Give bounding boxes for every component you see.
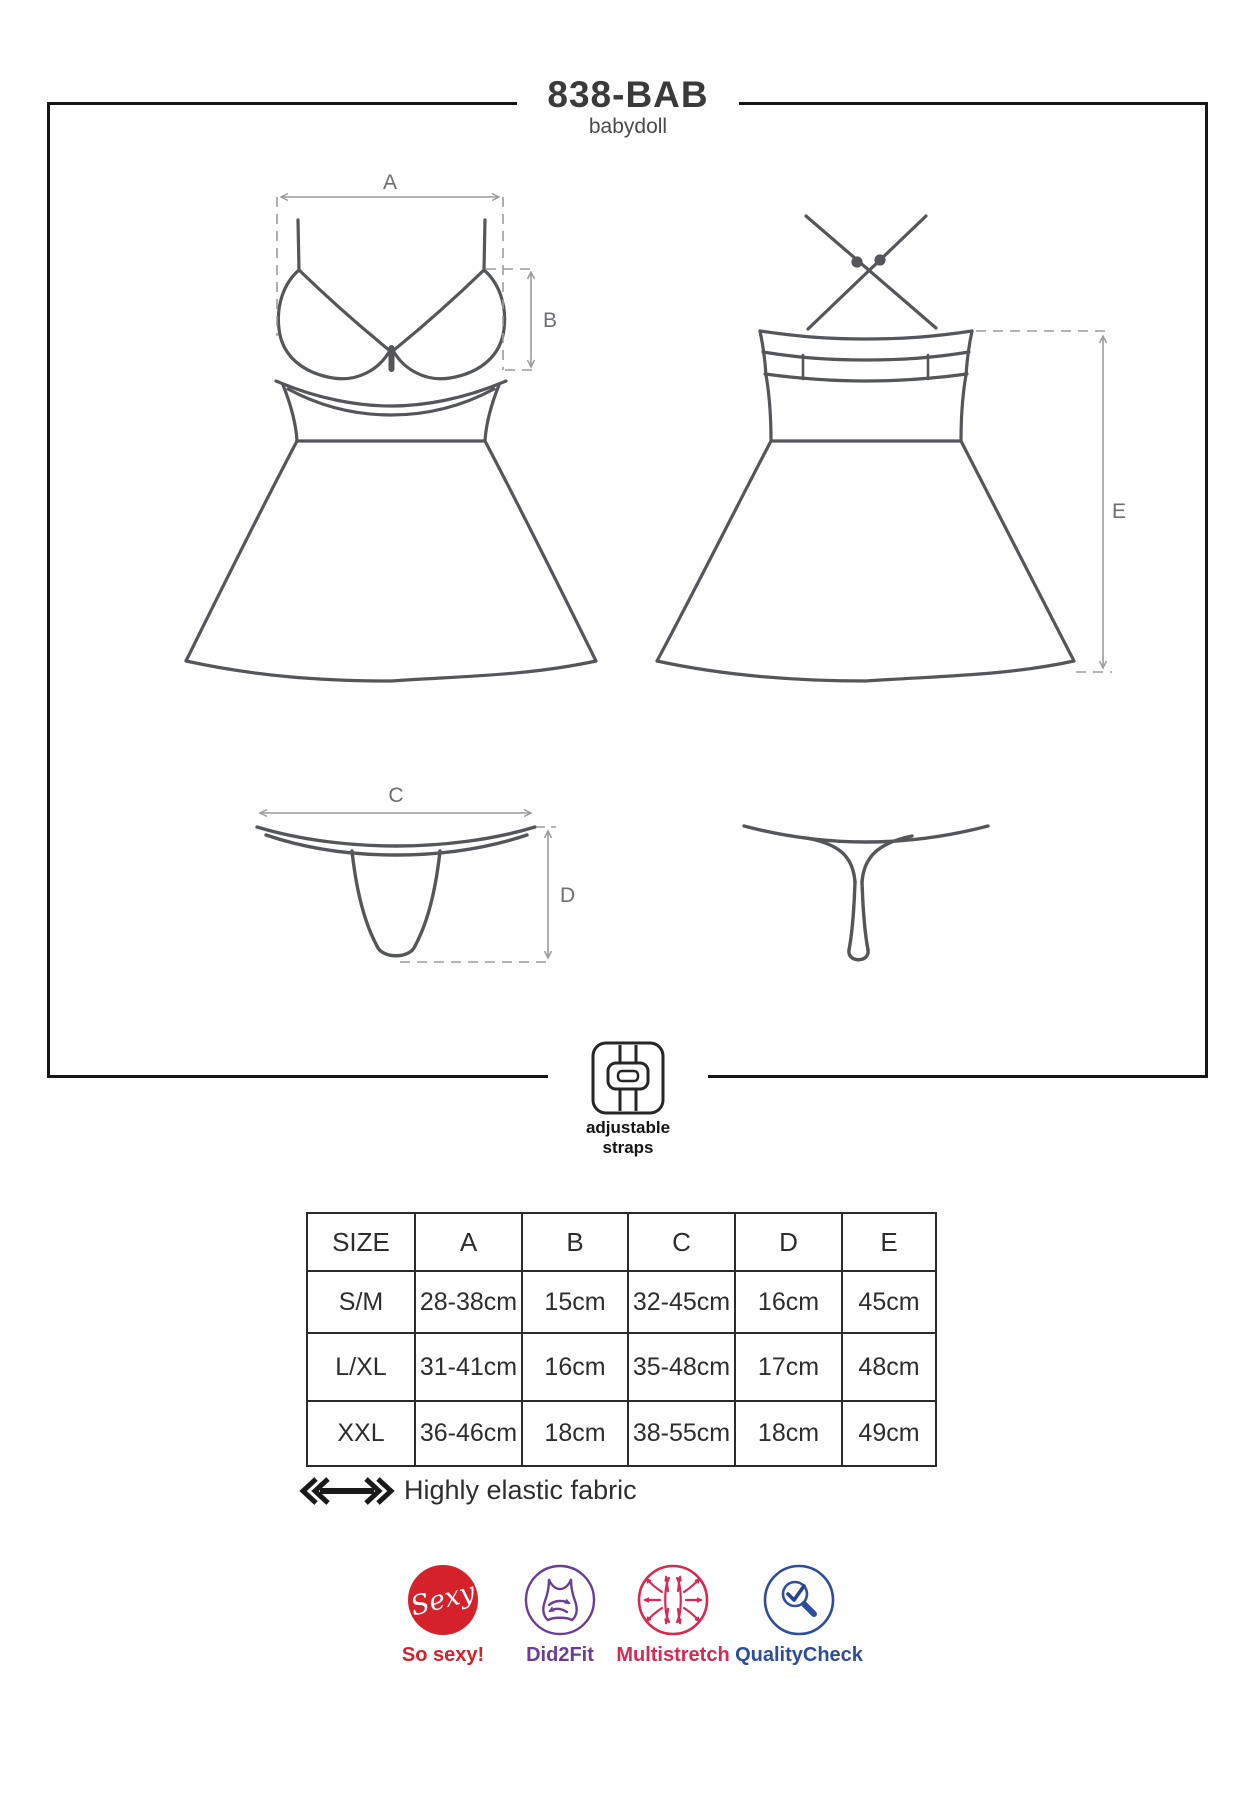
col-header-a: A xyxy=(415,1213,522,1271)
magnifier-handle xyxy=(804,1604,814,1614)
cell-value: 32-45cm xyxy=(628,1271,735,1333)
thong-front-drawing xyxy=(257,827,535,956)
back-waist-left xyxy=(766,375,771,441)
col-header-e: E xyxy=(842,1213,936,1271)
back-band-seam-1 xyxy=(763,352,969,360)
back-band-top xyxy=(760,331,972,339)
thong-back-strap-left xyxy=(849,882,855,950)
cell-value: 16cm xyxy=(735,1271,842,1333)
magnifier-check-icon xyxy=(765,1566,833,1634)
cell-value: 18cm xyxy=(735,1401,842,1466)
col-header-size: SIZE xyxy=(307,1213,415,1271)
title-block xyxy=(517,76,738,139)
front-left-strap xyxy=(298,220,299,270)
page-title: 838-BAB xyxy=(547,74,709,115)
did2fit-dress-left xyxy=(543,1580,549,1620)
thong-back-strap-right xyxy=(862,882,868,950)
badge-label-so-sexy: So sexy! xyxy=(401,1644,485,1666)
did2fit-dress-hem xyxy=(548,1618,572,1620)
did2fit-dress-right xyxy=(571,1580,577,1620)
back-strap-adjuster-left xyxy=(853,258,861,266)
adjustable-straps-label-line2: straps xyxy=(602,1138,654,1158)
front-skirt-right xyxy=(485,441,596,661)
row-size-label: S/M xyxy=(307,1271,415,1333)
dim-label-a: A xyxy=(382,171,398,194)
back-waist-right xyxy=(961,375,966,441)
front-left-cup-strap xyxy=(299,270,389,350)
adjustable-straps-icon xyxy=(548,1043,708,1113)
cell-value: 36-46cm xyxy=(415,1401,522,1466)
thong-front-pouch-bottom xyxy=(377,946,415,956)
ms-arrow-right-down xyxy=(684,1608,699,1621)
row-size-label: L/XL xyxy=(307,1333,415,1401)
badge-label-qualitycheck: QualityCheck xyxy=(735,1644,863,1666)
babydoll-back-drawing xyxy=(657,216,1074,681)
dim-label-c: C xyxy=(388,784,404,807)
badge-label-did2fit: Did2Fit xyxy=(526,1644,594,1666)
front-underband-upper xyxy=(276,381,506,406)
cell-value: 17cm xyxy=(735,1333,842,1401)
did2fit-arrow-1 xyxy=(549,1601,569,1605)
front-left-cup xyxy=(278,270,389,379)
babydoll-front-drawing xyxy=(186,220,596,681)
ms-arrow-left-down xyxy=(647,1608,662,1621)
check-mark xyxy=(788,1586,804,1600)
ms-arrow-right-up xyxy=(684,1579,699,1592)
ms-arrow-left-up xyxy=(647,1579,662,1592)
multistretch-arrows-icon xyxy=(639,1566,707,1634)
front-right-cup xyxy=(394,270,505,379)
cell-value: 18cm xyxy=(522,1401,628,1466)
row-size-label: XXL xyxy=(307,1401,415,1466)
back-strap-adjuster-right xyxy=(876,256,884,264)
dress-fit-icon xyxy=(526,1566,594,1634)
cell-value: 15cm xyxy=(522,1271,628,1333)
thong-back-waistband xyxy=(744,826,988,842)
cell-value: 48cm xyxy=(842,1333,936,1401)
thong-back-funnel-left xyxy=(806,838,855,882)
col-header-c: C xyxy=(628,1213,735,1271)
front-skirt-left xyxy=(186,441,297,661)
sexy-script-text: Sexy xyxy=(407,1576,479,1623)
cell-value: 45cm xyxy=(842,1271,936,1333)
front-right-strap xyxy=(484,220,485,270)
cell-value: 16cm xyxy=(522,1333,628,1401)
page-subtitle: babydoll xyxy=(588,114,668,138)
cell-value: 35-48cm xyxy=(628,1333,735,1401)
adjustable-straps-label xyxy=(586,1118,670,1158)
back-hem xyxy=(657,661,1074,681)
front-right-cup-strap xyxy=(394,270,484,350)
dim-label-d: D xyxy=(560,884,576,907)
back-skirt-left xyxy=(657,441,771,661)
col-header-b: B xyxy=(522,1213,628,1271)
cell-value: 38-55cm xyxy=(628,1401,735,1466)
straps-icon-slider-slot xyxy=(618,1071,638,1081)
thong-back-drawing xyxy=(744,826,988,960)
thong-front-pouch-right xyxy=(415,851,440,946)
thong-front-pouch-left xyxy=(352,851,377,946)
did2fit-arrow-2 xyxy=(550,1609,567,1612)
dim-label-e: E xyxy=(1112,500,1127,523)
back-band-seam-2 xyxy=(765,374,967,381)
cell-value: 28-38cm xyxy=(415,1271,522,1333)
badge-label-multistretch: Multistretch xyxy=(616,1644,730,1666)
did2fit-dress-neck xyxy=(549,1580,571,1589)
cell-value: 31-41cm xyxy=(415,1333,522,1401)
dim-label-b: B xyxy=(543,309,558,332)
fabric-note-text: Highly elastic fabric xyxy=(404,1475,637,1505)
back-skirt-right xyxy=(961,441,1074,661)
elastic-arrows-icon xyxy=(303,1479,391,1503)
front-underband-lower xyxy=(288,389,494,415)
front-hem xyxy=(186,661,596,681)
thong-back-strap-end xyxy=(849,950,868,960)
cell-value: 49cm xyxy=(842,1401,936,1466)
adjustable-straps-label-line1: adjustable xyxy=(585,1118,671,1137)
col-header-d: D xyxy=(735,1213,842,1271)
qualitycheck-circle xyxy=(765,1566,833,1634)
